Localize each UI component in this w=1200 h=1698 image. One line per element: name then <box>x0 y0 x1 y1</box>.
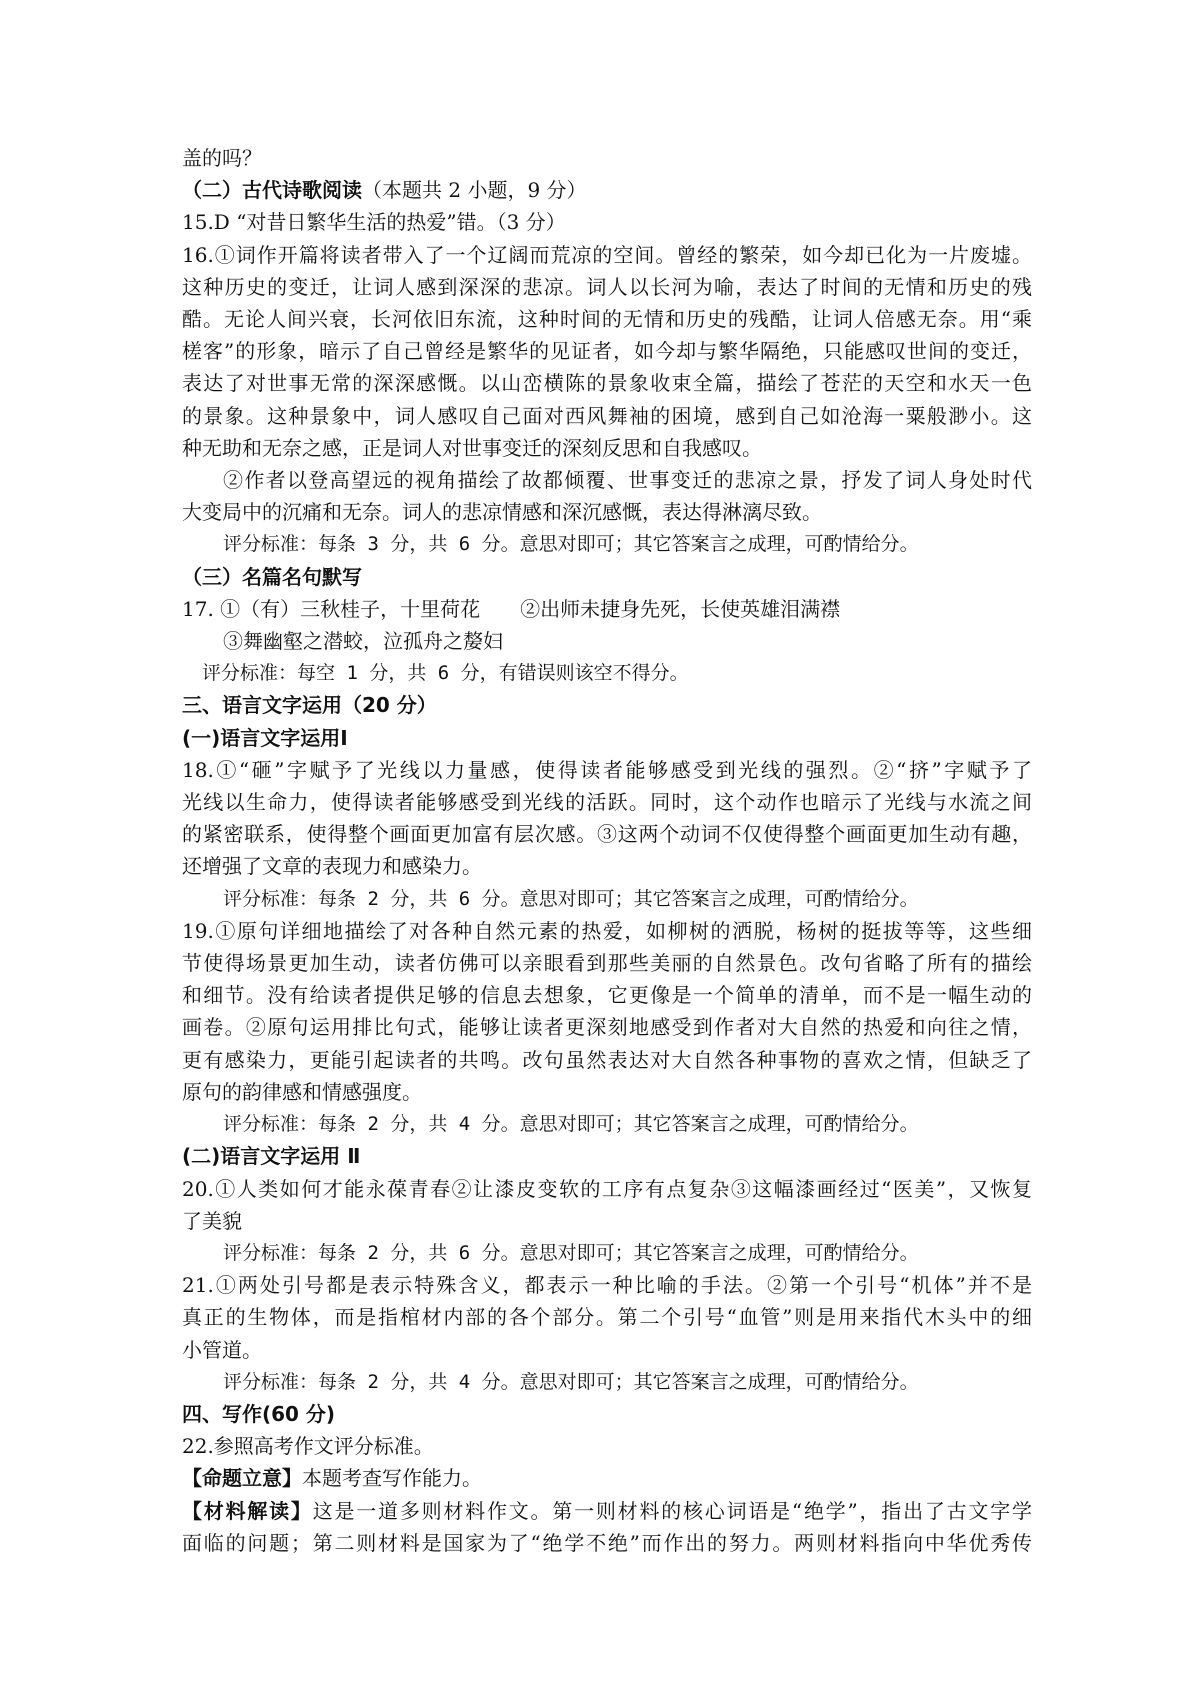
answer-key-page <box>182 142 1032 1559</box>
answer-16-line: ②作者以登高望远的视角描绘了故都倾覆、世事变迁的悲凉之景，抒发了词人身处时代 <box>223 468 1032 493</box>
answer-19-line: 节使得场景更加生动，读者仿佛可以亲眼看到那些美丽的自然景色。改句省略了所有的描绘 <box>182 951 1032 976</box>
answer-21-line: 小管道。 <box>182 1337 262 1362</box>
section-heading-language-use: 三、语言文字运用（20 分） <box>182 693 437 718</box>
subsection-heading-language-use-1: (一)语言文字运用Ⅰ <box>182 725 348 750</box>
answer-16-line: 这种历史的变迁，让词人感到深深的悲凉。词人以长河为喻，表达了时间的无情和历史的残 <box>182 274 1032 299</box>
answer-22-line <box>182 1462 1032 1494</box>
answer-19-line: 原句的韵律感和情感强度。 <box>182 1079 422 1104</box>
answer-19-line: 19.①原句详细地描绘了对各种自然元素的热爱，如柳树的洒脱，杨树的挺拔等等，这些细 <box>182 918 1032 943</box>
answer-19-line: 更有感染力，更能引起读者的共鸣。改句虽然表达对大自然各种事物的喜欢之情，但缺乏了 <box>182 1047 1032 1072</box>
answer-16-line: 槎客”的形象，暗示了自己曾经是繁华的见证者，如今却与繁华隔绝，只能感叹世间的变迁， <box>182 339 1032 364</box>
section-heading-famous-lines: （三）名篇名句默写 <box>182 564 362 589</box>
answer-18-line: 18.①“砸”字赋予了光线以力量感，使得读者能够感受到光线的强烈。②“挤”字赋予了 <box>182 757 1032 782</box>
answer-19-line: 和细节。没有给读者提供足够的信息去想象，它更像是一个简单的清单，而不是一幅生动的 <box>182 983 1032 1008</box>
answer-20-line: 20.①人类如何才能永葆青春②让漆皮变软的工序有点复杂③这幅漆画经过“医美”，又恢复 <box>182 1176 1032 1201</box>
subsection-heading-language-use-2: (二)语言文字运用 Ⅱ <box>182 1144 361 1169</box>
scoring-criteria: 评分标准：每空 1 分，共 6 分，有错误则该空不得分。 <box>202 662 689 685</box>
answer-18-line: 还增强了文章的表现力和感染力。 <box>182 854 482 879</box>
answer-16-line: 酷。无论人间兴衰，长河依旧东流，这种时间的无情和历史的残酷，让词人倍感无奈。用“乘 <box>182 307 1032 332</box>
answer-22-line: 22.参照高考作文评分标准。 <box>182 1434 434 1459</box>
answer-21-line: 21.①两处引号都是表示特殊含义，都表示一种比喻的手法。②第一个引号“机体”并不是 <box>182 1273 1032 1298</box>
section-heading-writing: 四、写作(60 分) <box>182 1401 336 1426</box>
answer-21-line: 真正的生物体，而是指棺材内部的各个部分。第二个引号“血管”则是用来指代木头中的细 <box>182 1305 1032 1330</box>
answer-16-line: 大变局中的沉痛和无奈。词人的悲凉情感和深沉感慨，表达得淋漓尽致。 <box>182 500 822 525</box>
label-material-text: 这是一道多则材料作文。第一则材料的核心词语是“绝学”，指出了古文字学 <box>312 1498 1032 1523</box>
section-heading-ancient-poetry <box>182 174 1032 206</box>
answer-20-line: 了美貌 <box>182 1208 242 1233</box>
answer-17-line: ③舞幽壑之潜蛟，泣孤舟之嫠妇 <box>223 629 503 654</box>
answer-18-line: 光线以生命力，使得读者能够感受到光线的活跃。同时，这个动作也暗示了光线与水流之间 <box>182 790 1032 815</box>
answer-16-line: 16.①词作开篇将读者带入了一个辽阔而荒凉的空间。曾经的繁荣，如今却已化为一片废墟。 <box>182 242 1032 267</box>
label-intent: 【命题立意】 <box>182 1466 302 1491</box>
heading-title: （二）古代诗歌阅读 <box>182 178 362 203</box>
scoring-criteria: 评分标准：每条 2 分，共 4 分。意思对即可；其它答案言之成理，可酌情给分。 <box>223 1370 919 1393</box>
label-material: 【材料解读】 <box>182 1498 313 1523</box>
answer-22-line: 面临的问题；第二则材料是国家为了“绝学不绝”而作出的努力。两则材料指向中华优秀传 <box>182 1530 1032 1555</box>
scoring-criteria: 评分标准：每条 2 分，共 6 分。意思对即可；其它答案言之成理，可酌情给分。 <box>223 887 919 910</box>
scoring-criteria: 评分标准：每条 3 分，共 6 分。意思对即可；其它答案言之成理，可酌情给分。 <box>223 533 919 556</box>
answer-22-line <box>182 1495 1032 1527</box>
answer-16-line: 的景象。这种景象中，词人感叹自己面对西风舞袖的困境，感到自己如沧海一粟般渺小。这 <box>182 403 1032 428</box>
scoring-criteria: 评分标准：每条 2 分，共 6 分。意思对即可；其它答案言之成理，可酌情给分。 <box>223 1241 919 1264</box>
answer-16-line: 表达了对世事无常的深深感慨。以山峦横陈的景象收束全篇，描绘了苍茫的天空和水天一色 <box>182 371 1032 396</box>
scoring-criteria: 评分标准：每条 2 分，共 4 分。意思对即可；其它答案言之成理，可酌情给分。 <box>223 1113 919 1136</box>
answer-15: 15.D “对昔日繁华生活的热爱”错。（3 分） <box>182 210 566 235</box>
text-line: 盖的吗？ <box>182 146 262 170</box>
heading-note: （本题共 2 小题，9 分） <box>362 178 587 203</box>
answer-19-line: 画卷。②原句运用排比句式，能够让读者更深刻地感受到作者对大自然的热爱和向往之情， <box>182 1015 1032 1040</box>
answer-17-line: 17. ①（有）三秋桂子，十里荷花 ②出师未捷身先死，长使英雄泪满襟 <box>182 596 841 621</box>
answer-18-line: 的紧密联系，使得整个画面更加富有层次感。③这两个动词不仅使得整个画面更加生动有趣， <box>182 822 1032 847</box>
answer-16-line: 种无助和无奈之感，正是词人对世事变迁的深刻反思和自我感叹。 <box>182 435 762 460</box>
label-intent-text: 本题考查写作能力。 <box>302 1466 482 1491</box>
